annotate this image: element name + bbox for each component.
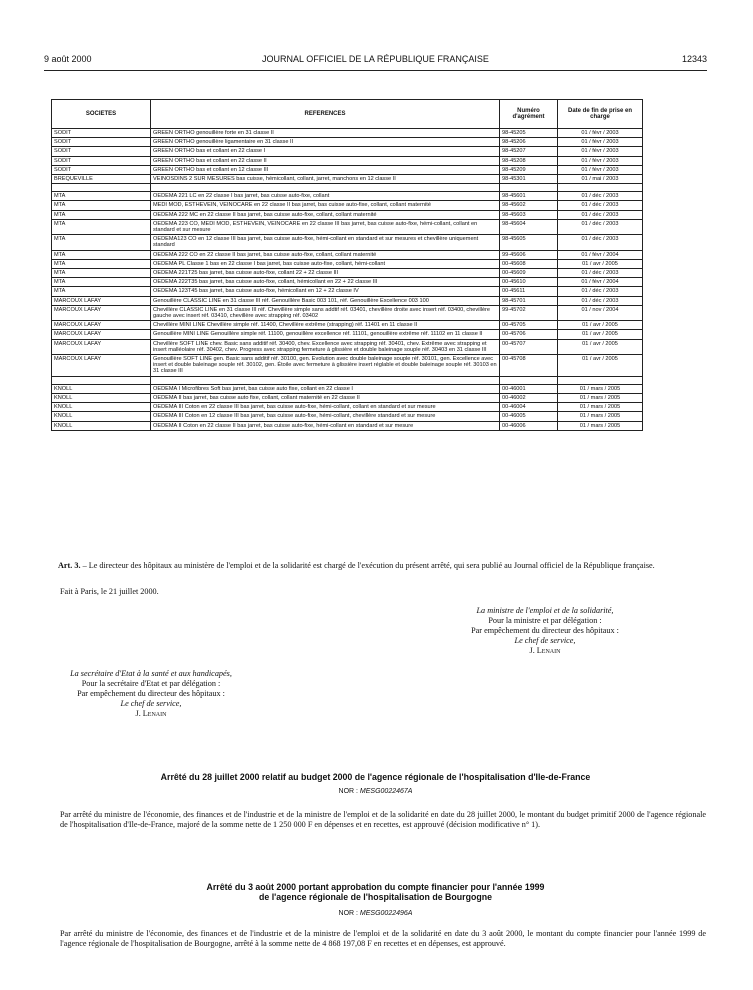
- cell-date: 01 / déc / 2003: [558, 210, 643, 219]
- cell-reference: MEDI MOD, ESTHEVEIN, VEINOCARE en 22 classe II bas jarret, bas cuisse auto-fixe, collant, collant maternité: [151, 201, 500, 210]
- table-row: [52, 147, 643, 156]
- signature-name: J. Lenain: [529, 646, 561, 655]
- cell-societe: BREQUEVILLE: [52, 175, 151, 184]
- signature-role: Le chef de service,: [514, 636, 576, 645]
- signature-empechement: Par empêchement du directeur des hôpitaux :: [471, 626, 619, 635]
- cell-reference: OEDEMA 123T45 bas jarret, bas cuisse auto-fixe, hémicollant en 12 + 22 classe IV: [151, 287, 500, 296]
- table-row: [52, 156, 643, 165]
- table-row: [52, 278, 643, 287]
- cell-societe: SODIT: [52, 138, 151, 147]
- table-row: [52, 269, 643, 278]
- cell-date: 01 / avr / 2005: [558, 321, 643, 330]
- cell-date: 01 / mai / 2003: [558, 175, 643, 184]
- table-row: [52, 129, 643, 138]
- decree-2-body: Par arrêté du ministre de l'économie, des finances et de l'industrie et de la ministre de l'emploi et de la solidarité en date du 3 août 2000, le montant du compte financier pour l'année 1999 de l'agence régionale de l'hospitalisation de Bourgogne, arrêté à la somme nette de 4 868 197,08 F en recettes et en dépenses, est approuvé.: [60, 929, 706, 948]
- table-row: [52, 384, 643, 393]
- cell-date: 01 / mars / 2005: [558, 421, 643, 430]
- table-body: [52, 129, 643, 431]
- cell-societe: KNOLL: [52, 403, 151, 412]
- table-row: [52, 339, 643, 354]
- cell-reference: OEDEMA 222 MC en 22 classe II bas jarret, bas cuisse auto-fixe, collant, collant maternité: [151, 210, 500, 219]
- decree-2-title-line-1: Arrêté du 3 août 2000 portant approbation du compte financier pour l'année 1999: [206, 882, 545, 892]
- table-row: [52, 192, 643, 201]
- signature-block-ministre: [430, 606, 660, 656]
- cell-numero: 00-46006: [500, 421, 558, 430]
- cell-societe: MARCOUX LAFAY: [52, 296, 151, 305]
- decree-2-nor: [44, 910, 707, 917]
- cell-numero: 98-45208: [500, 156, 558, 165]
- article-3: [58, 561, 704, 571]
- cell-societe: KNOLL: [52, 393, 151, 402]
- cell-numero: 98-45209: [500, 165, 558, 174]
- cell-societe: SODIT: [52, 165, 151, 174]
- approval-table: [51, 99, 643, 431]
- cell-date: 01 / avr / 2005: [558, 259, 643, 268]
- table-row: [52, 393, 643, 402]
- cell-reference: OEDEMA II bas jarret, bas cuisse auto fixe, collant, collant maternité en 22 classe II: [151, 393, 500, 402]
- cell-date: 01 / déc / 2003: [558, 296, 643, 305]
- cell-societe: MARCOUX LAFAY: [52, 339, 151, 354]
- signature-delegation: Pour la ministre et par délégation :: [488, 616, 602, 625]
- table-row: [52, 210, 643, 219]
- cell-numero: 00-45705: [500, 321, 558, 330]
- nor-code: MESG0022467A: [359, 788, 413, 795]
- cell-reference: Genouillère SOFT LINE gen. Basic sans additif réf. 30100, gen. Evolution avec double baleinage souple réf. 30101, gen. Excellence avec insert et double baleinage souple réf. 30102, gen. Étoile avec fermeture à glissière insert réglable et double baleinage souple réf. 30103 en 31 classe III: [151, 355, 500, 377]
- cell-date: 01 / avr / 2005: [558, 355, 643, 377]
- table-row: [52, 412, 643, 421]
- table-row: [52, 296, 643, 305]
- running-header: [44, 54, 707, 68]
- cell-date: 01 / mars / 2005: [558, 393, 643, 402]
- cell-reference: [151, 184, 500, 192]
- cell-numero: 00-45609: [500, 269, 558, 278]
- signature-block-secretaire: [40, 669, 262, 719]
- table-row: [52, 201, 643, 210]
- cell-societe: KNOLL: [52, 421, 151, 430]
- cell-reference: GREEN ORTHO bas et collant en 22 classe I: [151, 147, 500, 156]
- decree-1-nor: [44, 788, 707, 795]
- cell-numero: 98-45604: [500, 219, 558, 234]
- cell-reference: OEDEMA PL Classe 1 bas en 22 classe I bas jarret, bas cuisse auto-fixe, collant, hémi-collant: [151, 259, 500, 268]
- cell-reference: GREEN ORTHO genouillère ligamentaire en 31 classe II: [151, 138, 500, 147]
- cell-societe: MTA: [52, 201, 151, 210]
- cell-date: 01 / févr / 2003: [558, 129, 643, 138]
- cell-date: 01 / mars / 2005: [558, 384, 643, 393]
- article-text: – Le directeur des hôpitaux au ministère de l'emploi et de la solidarité est chargé de l'exécution du présent arrêté, qui sera publié au Journal officiel de la République française.: [80, 561, 655, 570]
- col-header-references: REFERENCES: [151, 100, 500, 129]
- cell-numero: 98-45301: [500, 175, 558, 184]
- cell-date: 01 / déc / 2003: [558, 235, 643, 250]
- decree-1-body: Par arrêté du ministre de l'économie, des finances et de l'industrie et de la ministre de l'emploi et de la solidarité en date du 28 juillet 2000, le montant du budget primitif 2000 de l'agence régionale de l'hospitalisation d'Ile-de-France, majoré de la somme nette de 1 250 000 F en dépenses et en recettes, est approuvé (décision modificative n° 1).: [60, 810, 706, 829]
- header-rule: [44, 70, 707, 71]
- cell-societe: KNOLL: [52, 412, 151, 421]
- cell-societe: MTA: [52, 269, 151, 278]
- cell-reference: Chevillère CLASSIC LINE en 31 classe III réf. Chevillère simple sans addtif réf. 03401, chevillère droite avec insert réf. 03400, chevillère gauche avec insert réf. 03410, chevillère avec strapping réf. 03402: [151, 305, 500, 320]
- article-label: Art. 3.: [58, 561, 81, 570]
- table-row: [52, 138, 643, 147]
- cell-societe: MTA: [52, 278, 151, 287]
- col-header-date-fin: Date de fin de prise en charge: [558, 100, 643, 129]
- cell-numero: 98-45603: [500, 210, 558, 219]
- cell-numero: 99-45606: [500, 250, 558, 259]
- cell-numero: 00-46002: [500, 393, 558, 402]
- cell-numero: [500, 376, 558, 384]
- decree-1-title: Arrêté du 28 juillet 2000 relatif au budget 2000 de l'agence régionale de l'hospitalisation d'Ile-de-France: [160, 772, 591, 782]
- cell-societe: MARCOUX LAFAY: [52, 305, 151, 320]
- cell-reference: OEDEMA 222T35 bas jarret, bas cuisse auto-fixe, collant, hémicollant en 22 + 22 classe III: [151, 278, 500, 287]
- cell-date: 01 / févr / 2003: [558, 156, 643, 165]
- cell-numero: 00-45611: [500, 287, 558, 296]
- cell-numero: 00-45608: [500, 259, 558, 268]
- cell-societe: MTA: [52, 250, 151, 259]
- cell-societe: [52, 376, 151, 384]
- table-row: [52, 330, 643, 339]
- cell-reference: VEINOSDINS 2 SUR MESURES bas cuisse, hémicollant, collant, jarret, manchons en 12 classe II: [151, 175, 500, 184]
- table-row: [52, 165, 643, 174]
- table-row: [52, 175, 643, 184]
- fait-a-paris: Fait à Paris, le 21 juillet 2000.: [60, 587, 159, 596]
- nor-label: NOR :: [338, 910, 360, 917]
- cell-reference: GREEN ORTHO bas et collant en 22 classe II: [151, 156, 500, 165]
- nor-label: NOR :: [338, 788, 360, 795]
- col-header-numero: Numéro d'agrément: [500, 100, 558, 129]
- cell-numero: 99-45702: [500, 305, 558, 320]
- cell-reference: OEDEMA 222 CO en 22 classe II bas jarret, bas cuisse auto-fixe, collant, collant maternité: [151, 250, 500, 259]
- cell-numero: 98-45701: [500, 296, 558, 305]
- cell-date: [558, 184, 643, 192]
- cell-date: 01 / févr / 2004: [558, 278, 643, 287]
- cell-numero: 98-45605: [500, 235, 558, 250]
- cell-numero: 98-45206: [500, 138, 558, 147]
- cell-date: [558, 376, 643, 384]
- cell-date: 01 / mars / 2005: [558, 412, 643, 421]
- cell-numero: 00-45708: [500, 355, 558, 377]
- cell-date: 01 / avr / 2005: [558, 330, 643, 339]
- table-row: [52, 259, 643, 268]
- signature-title: La ministre de l'emploi et de la solidarité,: [476, 606, 614, 615]
- decree-2-title: [44, 882, 707, 902]
- cell-date: 01 / déc / 2003: [558, 287, 643, 296]
- cell-reference: Chevillère MINI LINE Chevillère simple réf. 11400, Chevillère extrême (strapping) réf. 11401 en 11 classe II: [151, 321, 500, 330]
- cell-date: 01 / déc / 2003: [558, 201, 643, 210]
- cell-societe: KNOLL: [52, 384, 151, 393]
- cell-numero: 00-45706: [500, 330, 558, 339]
- cell-reference: OEDEMA 223 CO, MEDI MOD, ESTHEVEIN, VEINOCARE en 22 classe III bas jarret, bas cuisse auto-fixe, hémi-collant, collant en standard et sur mesure: [151, 219, 500, 234]
- cell-numero: 98-45207: [500, 147, 558, 156]
- decree-2-title-line-2: de l'agence régionale de l'hospitalisation de Bourgogne: [259, 892, 492, 902]
- table-header-row: [52, 100, 643, 129]
- table-row: [52, 184, 643, 192]
- table-row: [52, 305, 643, 320]
- cell-reference: Genouillère MINI LINE Genouillère simple réf. 11100, genouillère excellence réf. 11101, genouillère extrême réf. 11102 en 11 classe II: [151, 330, 500, 339]
- cell-numero: 00-45707: [500, 339, 558, 354]
- cell-date: 01 / févr / 2003: [558, 165, 643, 174]
- cell-reference: GREEN ORTHO bas et collant en 12 classe III: [151, 165, 500, 174]
- cell-societe: [52, 184, 151, 192]
- cell-date: 01 / déc / 2003: [558, 219, 643, 234]
- cell-reference: OEDEMA 221 LC en 22 classe I bas jarret, bas cuisse auto-fixe, collant: [151, 192, 500, 201]
- cell-date: 01 / févr / 2004: [558, 250, 643, 259]
- col-header-societes: SOCIETES: [52, 100, 151, 129]
- cell-reference: OEDEMA I Microfibres Soft bas jarret, bas cuisse auto fixe, collant en 22 classe I: [151, 384, 500, 393]
- signature-empechement: Par empêchement du directeur des hôpitaux :: [77, 689, 225, 698]
- cell-numero: 00-46005: [500, 412, 558, 421]
- cell-date: 01 / mars / 2005: [558, 403, 643, 412]
- header-page-number: 12343: [681, 54, 707, 64]
- cell-societe: MTA: [52, 287, 151, 296]
- table-row: [52, 219, 643, 234]
- cell-date: 01 / déc / 2003: [558, 269, 643, 278]
- signature-name: J. Lenain: [135, 709, 167, 718]
- cell-date: 01 / nov / 2004: [558, 305, 643, 320]
- table-row: [52, 355, 643, 377]
- cell-date: 01 / févr / 2003: [558, 147, 643, 156]
- cell-societe: SODIT: [52, 147, 151, 156]
- cell-societe: SODIT: [52, 129, 151, 138]
- cell-societe: MTA: [52, 219, 151, 234]
- cell-reference: OEDEMA 221T25 bas jarret, bas cuisse auto-fixe, collant 22 + 22 classe III: [151, 269, 500, 278]
- table-row: [52, 250, 643, 259]
- table-row: [52, 403, 643, 412]
- cell-societe: MARCOUX LAFAY: [52, 355, 151, 377]
- cell-societe: MARCOUX LAFAY: [52, 321, 151, 330]
- table-row: [52, 321, 643, 330]
- table-row: [52, 235, 643, 250]
- cell-reference: OEDEMA123 CO en 12 classe III bas jarret, bas cuisse auto-fixe, hémi-collant en standard et sur mesures et chevillère uniquement standard: [151, 235, 500, 250]
- cell-numero: [500, 184, 558, 192]
- cell-numero: 98-45602: [500, 201, 558, 210]
- header-journal-title: JOURNAL OFFICIEL DE LA RÉPUBLIQUE FRANÇAISE: [262, 54, 489, 64]
- cell-reference: GREEN ORTHO genouillère forte en 31 classe II: [151, 129, 500, 138]
- signature-title: La secrétaire d'Etat à la santé et aux handicapés,: [70, 669, 232, 678]
- cell-reference: Chevillère SOFT LINE chev. Basic sans additif réf. 30400, chev. Excellence avec strapping réf. 30401, chev. Extrême avec strapping et insert malléolaire réf. 30402, chev. Progress avec strapping fermeture à glissière et double baleinage souple réf. 30403 en 31 classe III: [151, 339, 500, 354]
- cell-numero: 00-46004: [500, 403, 558, 412]
- cell-reference: OEDEMA III Coton en 12 classe III bas jarret, bas cuisse auto-fixe, hémi-collant, chevillère standard et sur mesure: [151, 412, 500, 421]
- cell-societe: MTA: [52, 210, 151, 219]
- cell-societe: MTA: [52, 192, 151, 201]
- cell-societe: MARCOUX LAFAY: [52, 330, 151, 339]
- signature-role: Le chef de service,: [120, 699, 182, 708]
- cell-reference: OEDEMA III Coton en 22 classe III bas jarret, bas cuisse auto-fixe, hémi-collant, collant en standard et sur mesure: [151, 403, 500, 412]
- cell-reference: Genouillère CLASSIC LINE en 31 classe III réf. Genouillère Basic 003 101, réf. Genouillère Excellence 003 100: [151, 296, 500, 305]
- cell-numero: 00-46001: [500, 384, 558, 393]
- cell-reference: [151, 376, 500, 384]
- header-date: 9 août 2000: [44, 54, 92, 64]
- nor-code: MESG0022496A: [359, 910, 413, 917]
- cell-numero: 98-45601: [500, 192, 558, 201]
- table-row: [52, 287, 643, 296]
- cell-numero: 00-45610: [500, 278, 558, 287]
- cell-date: 01 / déc / 2003: [558, 192, 643, 201]
- cell-societe: SODIT: [52, 156, 151, 165]
- cell-societe: MTA: [52, 235, 151, 250]
- cell-societe: MTA: [52, 259, 151, 268]
- table-row: [52, 376, 643, 384]
- signature-delegation: Pour la secrétaire d'Etat et par délégation :: [81, 679, 221, 688]
- cell-date: 01 / févr / 2003: [558, 138, 643, 147]
- cell-reference: OEDEMA II Coton en 22 classe II bas jarret, bas cuisse auto-fixe, hémi-collant en standard et sur mesure: [151, 421, 500, 430]
- cell-numero: 98-45205: [500, 129, 558, 138]
- table-row: [52, 421, 643, 430]
- cell-date: 01 / avr / 2005: [558, 339, 643, 354]
